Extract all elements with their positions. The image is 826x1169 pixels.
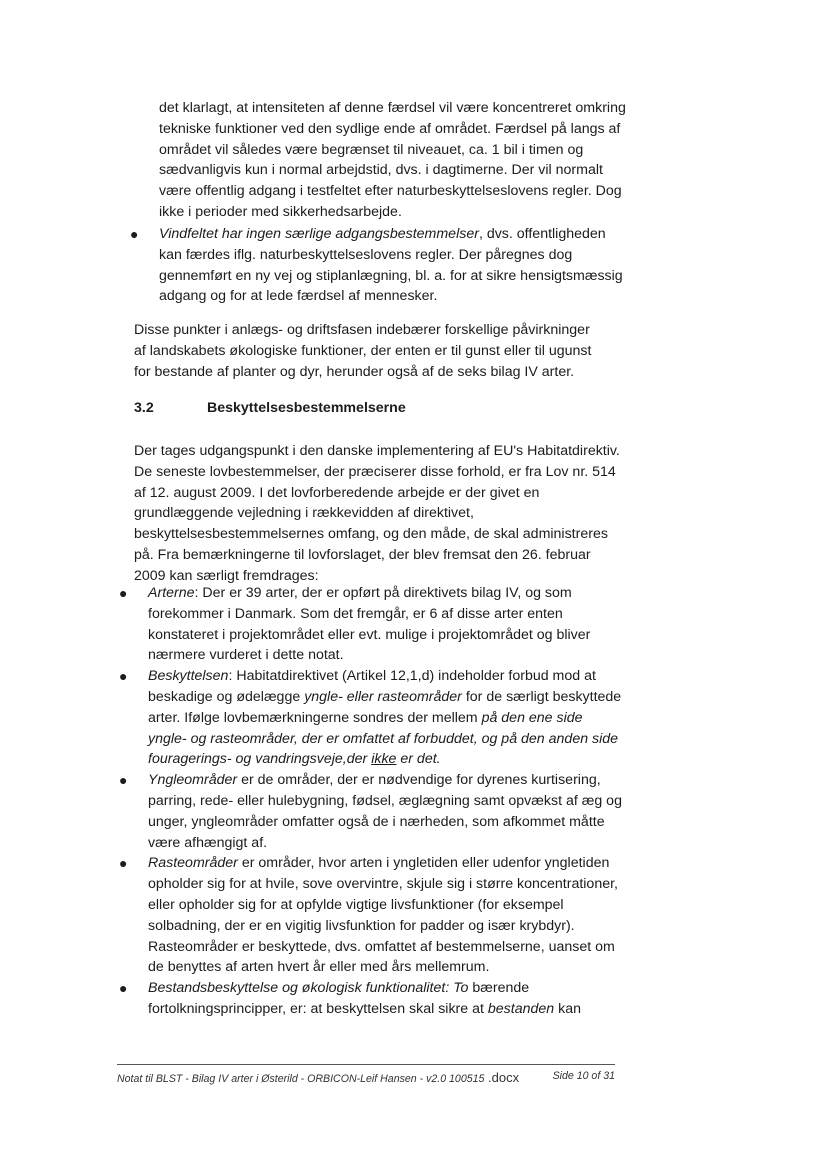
bullet-icon: ●: [119, 668, 128, 685]
bullet-icon: ●: [130, 226, 139, 242]
paragraph-intro: Der tages udgangspunkt i den danske implementering af EU's Habitatdirektiv. De seneste lovbestemmelser, der præciserer disse forhold, er fra Lov nr. 514 af 12. august 2009. I det lovforberedende arbejde er der givet en grundlæggende vejledning i rækkevidden af direktivet, beskyttelsesbestemmelsernes omfang, og den måde, de skal administreres på. Fra bemærkningerne til lovforslaget, der blev fremsat den 26. februar 2009 kan særligt fremdrages:: [134, 443, 620, 584]
paragraph-anlaeg: Disse punkter i anlægs- og driftsfasen indebærer forskellige påvirkninger af landskabets økologiske funktioner, der enten er til gunst eller til ugunst for bestande af planter og dyr, herunder også af de seks bilag IV arter.: [134, 322, 592, 380]
bullet-icon: ●: [119, 855, 128, 872]
list-item-bestandsbeskyttelse: ● Bestandsbeskyttelse og økologisk funktionalitet: To bærende fortolkningsprincipper, er: at beskyttelsen skal sikre at bestanden kan: [119, 980, 581, 1017]
footer-document-info: Notat til BLST - Bilag IV arter i Østerild - ORBICON-Leif Hansen - v2.0 100515 .docx: [117, 1070, 520, 1085]
list-item-yngleomraader: ● Yngleområder er de områder, der er nødvendige for dyrenes kurtisering, parring, rede- eller hulebygning, fødsel, æglægning samt opvækst af æg og unger, yngleområder omfatter også de i nærheden, som afkommet måtte være afhængigt af.: [119, 772, 622, 851]
continuation-paragraph: det klarlagt, at intensiteten af denne færdsel vil være koncentreret omkring tekniske funktioner ved den sydlige ende af området. Færdsel på langs af området vil således være begrænset til niveauet, ca. 1 bil i timen og sædvanligvis kun i normal arbejdstid, dvs. i dagtimerne. Der vil normalt være offentlig adgang i testfeltet efter naturbeskyttelseslovens regler. Dog ikke i perioder med sikkerhedsarbejde.: [159, 100, 626, 220]
list-item-beskyttelsen: ● Beskyttelsen: Habitatdirektivet (Artikel 12,1,d) indeholder forbud mod at beskadige og ødelægge yngle- eller rasteområder for de særligt beskyttede arter. Ifølge lovbemærkningerne sondres der mellem på den ene side yngle- og rasteområder, der er omfattet af forbuddet, og på den anden side fouragerings- og vandringsveje,der ikke er det.: [119, 668, 622, 768]
bullet-list-access: [130, 224, 629, 307]
bullet-icon: ●: [119, 585, 128, 601]
footer-divider: [117, 1064, 615, 1065]
section-title: Beskyttelsesbestemmelserne: [207, 400, 406, 416]
section-number: 3.2: [134, 400, 154, 416]
bullet-icon: ●: [119, 980, 128, 997]
footer-page-number: Side 10 of 31: [552, 1070, 615, 1082]
bullet-list-definitions: [119, 583, 623, 1020]
bullet-icon: ●: [119, 772, 128, 789]
list-item-arterne: ● Arterne: Der er 39 arter, der er opført på direktivets bilag IV, og som forekommer i Danmark. Som det fremgår, er 6 af disse arter enten konstateret i projektområdet eller evt. mulige i projektområdet og bliver nærmere vurderet i dette notat.: [119, 585, 591, 664]
list-item-rasteomraader: ● Rasteområder er områder, hvor arten i yngletiden eller udenfor yngletiden opholder sig for at hvile, sove overvintre, skjule sig i større koncentrationer, eller opholder sig for at opfylde vigtige livsfunktioner (for eksempel solbadning, der er en vigitig livsfunktion for padder og især krybdyr). Rasteområder er beskyttede, dvs. omfattet af bestemmelserne, uanset om de benyttes af arten hvert år eller med års mellemrum.: [119, 855, 618, 976]
list-item-vindfeltet: ● Vindfeltet har ingen særlige adgangsbestemmelser, dvs. offentligheden kan færdes iflg. naturbeskyttelseslovens regler. Der påregnes dog gennemført en ny vej og stiplanlægning, bl. a. for at sikre hensigtsmæssig adgang og for at lede færdsel af mennesker.: [130, 226, 623, 305]
